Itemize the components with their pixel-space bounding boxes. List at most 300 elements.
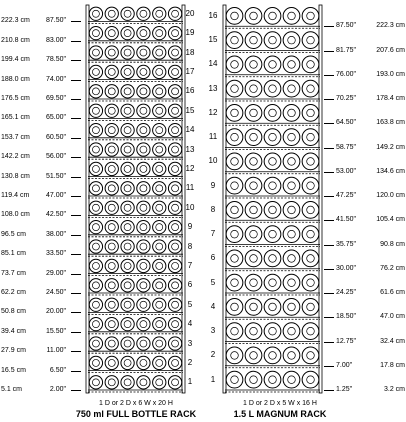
magnum-bottle-end <box>302 32 319 49</box>
bottle-end <box>121 65 134 78</box>
full-rack-cm-label: 210.8 cm <box>1 36 30 44</box>
magnum-bottle-end <box>264 299 281 316</box>
magnum-bottle-end <box>245 56 262 73</box>
magnum-bottle-end <box>245 226 262 243</box>
bottle-end <box>89 104 102 117</box>
magnum-bottle-end <box>226 226 243 243</box>
magnum-row-number: 13 <box>208 83 218 93</box>
bottle-end <box>105 356 118 369</box>
bottle-end <box>153 298 166 311</box>
full-rack-tick <box>71 21 81 22</box>
full-rack-tick <box>71 177 81 178</box>
bottle-end <box>168 356 181 369</box>
magnum-bottle-end <box>283 129 300 146</box>
full-rack-inch-label: 6.50" <box>49 366 66 374</box>
magnum-right-upright <box>319 5 322 393</box>
bottle-end <box>168 162 181 175</box>
bottle-end <box>105 317 118 330</box>
full-rack-cm-label: 16.5 cm <box>1 366 26 374</box>
magnum-bottle-end <box>264 105 281 122</box>
bottle-end <box>89 356 102 369</box>
magnum-bottle-end <box>264 226 281 243</box>
bottle-end <box>121 240 134 253</box>
bottle-end <box>89 85 102 98</box>
magnum-rack-spec-caption: 1 D or 2 D x 5 W x 16 H <box>243 400 317 407</box>
magnum-tick <box>324 148 334 149</box>
magnum-bottle-end <box>226 80 243 97</box>
bottle-end <box>153 46 166 59</box>
full-rack-cm-label: 96.5 cm <box>1 230 26 238</box>
full-rack-inch-label: 20.00" <box>45 308 66 316</box>
bottle-end <box>168 240 181 253</box>
bottle-end <box>153 26 166 39</box>
magnum-bottle-end <box>264 177 281 194</box>
bottle-end <box>105 46 118 59</box>
bottle-end <box>168 123 181 136</box>
magnum-bottle-end <box>245 177 262 194</box>
bottle-end <box>137 201 150 214</box>
magnum-bottle-end <box>226 323 243 340</box>
magnum-cm-label: 222.3 cm <box>376 22 405 30</box>
full-rack-inch-label: 74.00" <box>45 75 66 83</box>
bottle-end <box>89 182 102 195</box>
full-rack-tick <box>71 80 81 81</box>
magnum-bottle-end <box>264 274 281 291</box>
full-rack-inch-label: 33.50" <box>45 250 66 258</box>
magnum-bottle-end <box>264 323 281 340</box>
magnum-bottle-end <box>302 8 319 25</box>
full-rack-inch-label: 78.50" <box>45 56 66 64</box>
full-rack-row-number: 6 <box>187 280 193 290</box>
full-rack-row-number: 20 <box>185 8 195 18</box>
bottle-end <box>137 123 150 136</box>
bottle-end <box>137 85 150 98</box>
full-rack-row-number: 17 <box>185 66 195 76</box>
bottle-end <box>121 143 134 156</box>
magnum-bottle-end <box>283 347 300 364</box>
full-rack-tick <box>71 371 81 372</box>
bottle-end <box>153 65 166 78</box>
full-rack-row-number: 19 <box>185 28 195 38</box>
magnum-bottle-end <box>226 250 243 267</box>
bottle-end <box>89 317 102 330</box>
bottle-end <box>153 317 166 330</box>
full-rack-inch-label: 51.50" <box>45 172 66 180</box>
full-rack-tick <box>71 157 81 158</box>
magnum-bottle-end <box>226 129 243 146</box>
magnum-bottle-end <box>302 347 319 364</box>
full-rack-cm-label: 39.4 cm <box>1 327 26 335</box>
full-rack-inch-label: 11.00" <box>46 347 66 355</box>
right-upright <box>182 5 185 393</box>
magnum-inch-label: 47.25" <box>336 192 357 199</box>
bottle-end <box>168 259 181 272</box>
bottle-end <box>89 240 102 253</box>
bottle-end <box>153 123 166 136</box>
magnum-bottle-end <box>264 371 281 388</box>
magnum-bottle-end <box>283 226 300 243</box>
bottle-end <box>121 376 134 389</box>
full-rack-cm-label: 119.4 cm <box>1 192 30 199</box>
magnum-bottle-end <box>264 129 281 146</box>
full-rack-row-number: 11 <box>185 183 195 193</box>
magnum-cm-label: 149.2 cm <box>376 143 405 151</box>
bottle-end <box>153 143 166 156</box>
magnum-bottle-end <box>245 129 262 146</box>
bottle-end <box>153 220 166 233</box>
bottle-end <box>137 298 150 311</box>
magnum-tick <box>324 269 334 270</box>
magnum-tick <box>324 51 334 52</box>
magnum-cm-label: 32.4 cm <box>380 337 405 345</box>
magnum-bottle-end <box>283 177 300 194</box>
magnum-row-number: 15 <box>208 35 218 45</box>
magnum-bottle-end <box>226 105 243 122</box>
bottle-end <box>105 7 118 20</box>
magnum-bottle-end <box>302 371 319 388</box>
magnum-inch-label: 87.50" <box>336 22 357 30</box>
bottle-end <box>121 317 134 330</box>
magnum-row-number: 11 <box>208 132 218 142</box>
full-rack-row-number: 18 <box>185 47 195 57</box>
magnum-bottle-end <box>302 56 319 73</box>
bottle-end <box>137 259 150 272</box>
bottle-end <box>153 182 166 195</box>
full-rack-cm-label: 222.3 cm <box>1 17 30 25</box>
full-rack-tick <box>71 41 81 42</box>
full-rack-cm-label: 199.4 cm <box>1 56 30 64</box>
magnum-inch-label: 12.75" <box>336 337 357 345</box>
full-rack-cm-label: 153.7 cm <box>1 133 30 141</box>
full-rack-tick <box>71 118 81 119</box>
bottle-end <box>121 46 134 59</box>
magnum-bottle-end <box>302 250 319 267</box>
bottle-end <box>89 298 102 311</box>
bottle-end <box>121 201 134 214</box>
magnum-inch-label: 24.25" <box>336 289 357 296</box>
bottle-end <box>137 317 150 330</box>
full-rack-cm-label: 27.9 cm <box>1 347 26 355</box>
bottle-end <box>89 376 102 389</box>
full-rack-inch-label: 60.50" <box>45 133 66 141</box>
bottle-end <box>153 279 166 292</box>
full-rack-tick <box>71 390 81 391</box>
bottle-end <box>168 104 181 117</box>
bottle-end <box>105 240 118 253</box>
full-rack-inch-label: 2.00" <box>49 386 66 393</box>
magnum-bottle-end <box>283 56 300 73</box>
bottle-end <box>121 279 134 292</box>
bottle-end <box>121 85 134 98</box>
bottle-end <box>153 85 166 98</box>
magnum-inch-label: 35.75" <box>336 240 357 248</box>
magnum-bottle-end <box>283 299 300 316</box>
magnum-rack-title: 1.5 L MAGNUM RACK <box>233 409 327 419</box>
full-rack-inch-label: 24.50" <box>45 289 66 296</box>
full-rack-row-number: 7 <box>187 260 193 270</box>
bottle-end <box>89 65 102 78</box>
magnum-bottle-end <box>283 153 300 170</box>
magnum-bottle-end <box>226 32 243 49</box>
magnum-bottle-end <box>264 153 281 170</box>
bottle-end <box>137 46 150 59</box>
magnum-bottle-end <box>226 202 243 219</box>
bottle-end <box>105 201 118 214</box>
bottle-end <box>168 182 181 195</box>
magnum-bottle-end <box>226 153 243 170</box>
magnum-row-number: 1 <box>210 374 216 384</box>
magnum-bottle-end <box>302 129 319 146</box>
bottle-end <box>168 317 181 330</box>
full-rack-cm-label: 73.7 cm <box>1 269 26 277</box>
magnum-inch-label: 53.00" <box>336 167 357 175</box>
magnum-bottle-end <box>283 32 300 49</box>
full-rack-tick <box>71 60 81 61</box>
magnum-bottle-end <box>226 371 243 388</box>
magnum-cm-label: 193.0 cm <box>376 70 405 78</box>
full-rack-row-number: 5 <box>187 299 193 309</box>
full-rack-cm-label: 50.8 cm <box>1 308 26 316</box>
magnum-bottle-end <box>226 347 243 364</box>
magnum-bottle-end <box>245 8 262 25</box>
magnum-bottle-end <box>264 250 281 267</box>
magnum-row-number: 9 <box>210 180 216 190</box>
bottle-end <box>105 337 118 350</box>
full-rack-title: 750 ml FULL BOTTLE RACK <box>75 409 197 419</box>
magnum-bottle-end <box>226 8 243 25</box>
full-rack-row-number: 13 <box>185 144 195 154</box>
magnum-row-number: 4 <box>210 301 216 311</box>
bottle-end <box>137 104 150 117</box>
bottle-end <box>137 279 150 292</box>
magnum-bottle-end <box>245 323 262 340</box>
bottle-end <box>153 376 166 389</box>
full-rack-tick <box>71 196 81 197</box>
bottle-end <box>168 143 181 156</box>
magnum-row-number: 14 <box>208 59 218 69</box>
magnum-cm-label: 47.0 cm <box>380 313 405 321</box>
magnum-bottle-end <box>245 250 262 267</box>
full-rack-row-number: 16 <box>185 86 195 96</box>
full-rack-inch-label: 56.00" <box>45 153 66 161</box>
magnum-bottle-end <box>302 226 319 243</box>
magnum-tick <box>324 317 334 318</box>
magnum-cm-label: 76.2 cm <box>380 264 405 272</box>
bottle-end <box>105 65 118 78</box>
magnum-cm-label: 134.6 cm <box>376 167 405 175</box>
full-rack-row-number: 12 <box>185 163 195 173</box>
magnum-bottle-end <box>226 177 243 194</box>
magnum-bottle-end <box>302 80 319 97</box>
magnum-bottle-end <box>302 299 319 316</box>
bottle-end <box>89 337 102 350</box>
bottle-end <box>121 298 134 311</box>
magnum-cm-label: 207.6 cm <box>376 46 405 54</box>
magnum-left-upright <box>223 5 226 393</box>
bottle-end <box>137 26 150 39</box>
magnum-bottle-end <box>264 80 281 97</box>
magnum-cm-label: 120.0 cm <box>376 192 405 199</box>
magnum-tick <box>324 99 334 100</box>
magnum-bottle-end <box>245 32 262 49</box>
magnum-tick <box>324 123 334 124</box>
magnum-row-number: 8 <box>210 204 216 214</box>
full-rack-cm-label: 108.0 cm <box>1 211 30 219</box>
magnum-cm-label: 90.8 cm <box>380 240 405 248</box>
magnum-cm-label: 61.6 cm <box>380 289 405 296</box>
magnum-tick <box>324 390 334 391</box>
full-rack-cm-label: 142.2 cm <box>1 153 30 161</box>
bottle-end <box>137 65 150 78</box>
bottle-end <box>153 201 166 214</box>
full-rack-tick <box>71 254 81 255</box>
full-rack-tick <box>71 332 81 333</box>
bottle-end <box>137 182 150 195</box>
bottle-end <box>168 298 181 311</box>
magnum-tick <box>324 220 334 221</box>
bottle-end <box>105 279 118 292</box>
magnum-inch-label: 58.75" <box>336 143 357 151</box>
bottle-end <box>153 104 166 117</box>
bottle-end <box>105 220 118 233</box>
bottle-end <box>105 123 118 136</box>
magnum-tick <box>324 342 334 343</box>
bottle-end <box>168 337 181 350</box>
bottle-end <box>89 123 102 136</box>
magnum-tick <box>324 245 334 246</box>
full-rack-tick <box>71 99 81 100</box>
magnum-bottle-end <box>245 347 262 364</box>
magnum-bottle-end <box>283 371 300 388</box>
magnum-bottle-end <box>283 80 300 97</box>
magnum-bottle-end <box>283 202 300 219</box>
full-rack-tick <box>71 274 81 275</box>
full-rack-spec-caption: 1 D or 2 D x 6 W x 20 H <box>99 400 173 407</box>
magnum-bottle-end <box>302 177 319 194</box>
bottle-end <box>168 220 181 233</box>
bottle-end <box>121 356 134 369</box>
bottle-end <box>137 240 150 253</box>
bottle-end <box>105 104 118 117</box>
full-rack-row-number: 10 <box>185 202 195 212</box>
magnum-row-number: 12 <box>208 107 218 117</box>
bottle-end <box>153 7 166 20</box>
magnum-bottle-end <box>245 153 262 170</box>
full-rack-tick <box>71 351 81 352</box>
magnum-tick <box>324 75 334 76</box>
bottle-end <box>105 26 118 39</box>
magnum-bottle-end <box>264 202 281 219</box>
bottle-end <box>105 298 118 311</box>
bottle-end <box>121 26 134 39</box>
full-rack-row-number: 9 <box>187 222 193 232</box>
full-rack-tick <box>71 293 81 294</box>
magnum-inch-label: 18.50" <box>336 313 357 321</box>
magnum-bottle-end <box>302 105 319 122</box>
full-rack-row-number: 3 <box>187 338 193 348</box>
full-rack-inch-label: 15.50" <box>45 327 66 335</box>
magnum-cm-label: 3.2 cm <box>383 386 405 393</box>
bottle-end <box>137 220 150 233</box>
magnum-tick <box>324 196 334 197</box>
bottle-end <box>89 26 102 39</box>
bottle-end <box>105 85 118 98</box>
magnum-bottle-end <box>245 299 262 316</box>
bottle-end <box>168 201 181 214</box>
full-rack-cm-label: 62.2 cm <box>1 289 26 296</box>
bottle-end <box>168 376 181 389</box>
full-rack-tick <box>71 138 81 139</box>
magnum-bottle-end <box>264 32 281 49</box>
bottle-end <box>89 7 102 20</box>
magnum-tick <box>324 172 334 173</box>
full-rack-tick <box>71 215 81 216</box>
magnum-inch-label: 41.50" <box>336 216 357 224</box>
full-rack-inch-label: 42.50" <box>45 211 66 219</box>
magnum-row-number: 2 <box>210 350 216 360</box>
full-rack-inch-label: 87.50" <box>45 17 66 25</box>
full-rack-inch-label: 65.00" <box>45 114 66 122</box>
magnum-inch-label: 70.25" <box>336 95 357 102</box>
magnum-row-number: 16 <box>208 10 218 20</box>
full-rack-row-number: 4 <box>187 319 193 329</box>
magnum-row-number: 3 <box>210 326 216 336</box>
magnum-bottle-end <box>245 80 262 97</box>
bottle-end <box>105 182 118 195</box>
full-rack-inch-label: 69.50" <box>45 95 66 102</box>
magnum-cm-label: 17.8 cm <box>380 361 405 369</box>
magnum-bottle-end <box>226 274 243 291</box>
bottle-end <box>105 162 118 175</box>
magnum-bottle-end <box>245 371 262 388</box>
bottle-end <box>137 376 150 389</box>
bottle-end <box>121 104 134 117</box>
full-rack-row-number: 14 <box>185 125 195 135</box>
bottle-end <box>105 376 118 389</box>
bottle-end <box>105 143 118 156</box>
magnum-inch-label: 76.00" <box>336 70 357 78</box>
magnum-bottle-end <box>226 299 243 316</box>
magnum-bottle-end <box>302 202 319 219</box>
bottle-end <box>153 259 166 272</box>
magnum-bottle-end <box>264 8 281 25</box>
magnum-row-number: 5 <box>210 277 216 287</box>
magnum-bottle-end <box>283 274 300 291</box>
full-rack-inch-label: 47.00" <box>45 192 66 199</box>
magnum-bottle-end <box>283 8 300 25</box>
magnum-bottle-end <box>302 323 319 340</box>
bottle-end <box>168 85 181 98</box>
magnum-inch-label: 81.75" <box>336 46 357 54</box>
magnum-tick <box>324 293 334 294</box>
bottle-end <box>121 220 134 233</box>
bottle-end <box>153 162 166 175</box>
bottle-end <box>121 123 134 136</box>
magnum-cm-label: 163.8 cm <box>376 119 405 127</box>
magnum-inch-label: 30.00" <box>336 264 357 272</box>
full-rack-inch-label: 29.00" <box>45 269 66 277</box>
full-rack-tick <box>71 235 81 236</box>
bottle-end <box>168 26 181 39</box>
bottle-end <box>89 279 102 292</box>
full-rack-inch-label: 83.00" <box>45 36 66 44</box>
bottle-end <box>121 7 134 20</box>
magnum-bottle-end <box>283 105 300 122</box>
bottle-end <box>89 259 102 272</box>
bottle-end <box>137 356 150 369</box>
bottle-end <box>89 201 102 214</box>
bottle-end <box>121 182 134 195</box>
